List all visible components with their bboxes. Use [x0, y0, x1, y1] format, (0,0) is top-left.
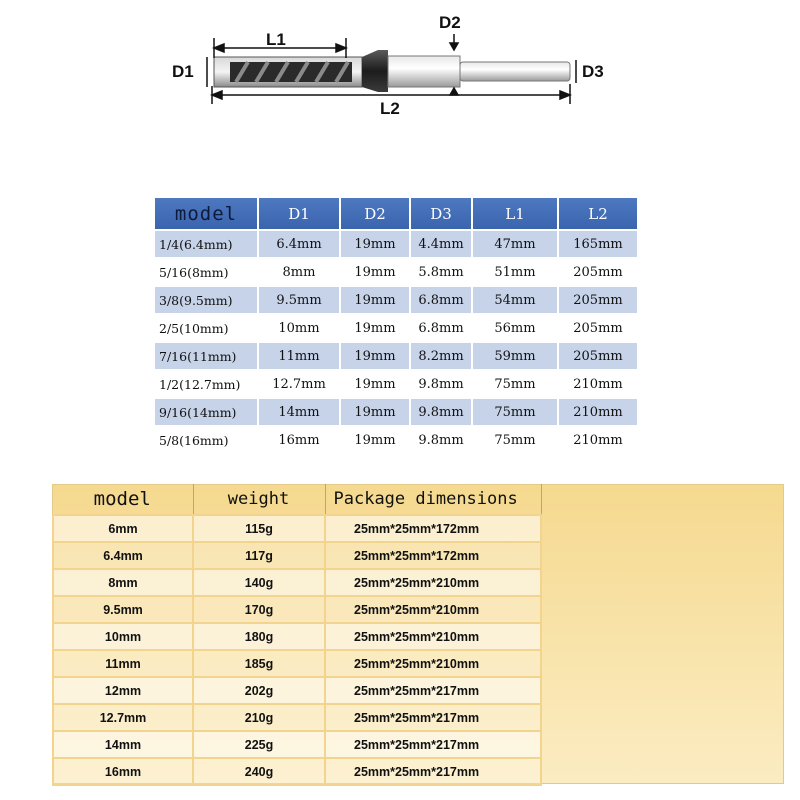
spec-cell-d1: 6.4mm [258, 230, 340, 258]
spec-cell-d1: 10mm [258, 314, 340, 342]
spec-cell-d3: 4.4mm [410, 230, 472, 258]
spec-cell-model: 1/2(12.7mm) [154, 370, 258, 398]
spec-cell-l1: 56mm [472, 314, 558, 342]
specification-table [153, 196, 639, 455]
weight-cell-package: 25mm*25mm*217mm [325, 731, 541, 758]
spec-cell-d3: 9.8mm [410, 426, 472, 454]
weight-table-row [53, 542, 541, 569]
weight-cell-weight: 210g [193, 704, 325, 731]
d1-label: D1 [172, 62, 194, 81]
spec-table-row [154, 286, 638, 314]
weight-cell-weight: 170g [193, 596, 325, 623]
spec-cell-l1: 75mm [472, 398, 558, 426]
l1-label: L1 [266, 30, 286, 49]
chisel-body [214, 57, 362, 87]
weight-cell-weight: 140g [193, 569, 325, 596]
spec-cell-l2: 205mm [558, 342, 638, 370]
weight-table-row [53, 596, 541, 623]
spec-header-d3: D3 [410, 197, 472, 230]
spec-cell-l1: 47mm [472, 230, 558, 258]
spec-table-row [154, 398, 638, 426]
weight-table-row [53, 623, 541, 650]
spec-cell-l1: 75mm [472, 426, 558, 454]
spec-cell-d2: 19mm [340, 426, 410, 454]
spec-table-row [154, 342, 638, 370]
weight-cell-package: 25mm*25mm*210mm [325, 650, 541, 677]
spec-cell-l2: 210mm [558, 398, 638, 426]
weight-cell-model: 12.7mm [53, 704, 193, 731]
weight-cell-model: 10mm [53, 623, 193, 650]
spec-cell-d2: 19mm [340, 314, 410, 342]
spec-table-row [154, 370, 638, 398]
spec-cell-d2: 19mm [340, 258, 410, 286]
weight-table-row [53, 758, 541, 785]
d3-label: D3 [582, 62, 604, 81]
shank-wide [388, 56, 460, 87]
weight-table-row [53, 731, 541, 758]
weight-cell-model: 9.5mm [53, 596, 193, 623]
collar [362, 50, 388, 92]
l2-label: L2 [380, 99, 400, 118]
spec-cell-l2: 210mm [558, 426, 638, 454]
spec-cell-model: 5/8(16mm) [154, 426, 258, 454]
weight-cell-model: 14mm [53, 731, 193, 758]
spec-cell-l1: 54mm [472, 286, 558, 314]
weight-cell-weight: 115g [193, 515, 325, 542]
spec-cell-d2: 19mm [340, 230, 410, 258]
weight-cell-model: 11mm [53, 650, 193, 677]
weight-table-row [53, 515, 541, 542]
weight-cell-package: 25mm*25mm*217mm [325, 704, 541, 731]
weight-table-row [53, 650, 541, 677]
drill-bit-diagram [0, 0, 800, 180]
weight-cell-package: 25mm*25mm*217mm [325, 758, 541, 785]
weight-cell-package: 25mm*25mm*172mm [325, 515, 541, 542]
weight-cell-package: 25mm*25mm*172mm [325, 542, 541, 569]
spec-header-d1: D1 [258, 197, 340, 230]
weight-header-weight: weight [193, 484, 325, 515]
weight-table-row [53, 704, 541, 731]
spec-table-header-row [154, 197, 638, 230]
spec-cell-l2: 205mm [558, 286, 638, 314]
spec-table-row [154, 314, 638, 342]
weight-cell-weight: 202g [193, 677, 325, 704]
weight-package-table [52, 484, 542, 786]
spec-cell-d3: 8.2mm [410, 342, 472, 370]
weight-cell-package: 25mm*25mm*210mm [325, 569, 541, 596]
spec-cell-l1: 59mm [472, 342, 558, 370]
spec-cell-d1: 16mm [258, 426, 340, 454]
spec-cell-d3: 6.8mm [410, 314, 472, 342]
spec-cell-l2: 205mm [558, 314, 638, 342]
spec-cell-d1: 11mm [258, 342, 340, 370]
weight-header-model: model [53, 484, 193, 515]
weight-header-package: Package dimensions [325, 484, 541, 515]
weight-table-row [53, 569, 541, 596]
spec-cell-d1: 9.5mm [258, 286, 340, 314]
spec-cell-model: 7/16(11mm) [154, 342, 258, 370]
spec-cell-l2: 210mm [558, 370, 638, 398]
spec-cell-l1: 75mm [472, 370, 558, 398]
spec-cell-d3: 5.8mm [410, 258, 472, 286]
spec-header-l1: L1 [472, 197, 558, 230]
spec-cell-l1: 51mm [472, 258, 558, 286]
spec-cell-model: 9/16(14mm) [154, 398, 258, 426]
shank-narrow [460, 62, 570, 81]
spec-cell-d2: 19mm [340, 342, 410, 370]
weight-cell-model: 12mm [53, 677, 193, 704]
drill-bit-drawing [0, 0, 800, 180]
spec-cell-d2: 19mm [340, 370, 410, 398]
spec-cell-d2: 19mm [340, 398, 410, 426]
weight-table-header-row [53, 484, 541, 515]
spec-cell-model: 1/4(6.4mm) [154, 230, 258, 258]
weight-cell-package: 25mm*25mm*217mm [325, 677, 541, 704]
weight-cell-model: 8mm [53, 569, 193, 596]
spec-cell-d3: 9.8mm [410, 398, 472, 426]
weight-cell-weight: 225g [193, 731, 325, 758]
spec-cell-d2: 19mm [340, 286, 410, 314]
weight-cell-model: 6.4mm [53, 542, 193, 569]
spec-cell-model: 3/8(9.5mm) [154, 286, 258, 314]
spec-header-l2: L2 [558, 197, 638, 230]
weight-table-row [53, 677, 541, 704]
spec-table-row [154, 230, 638, 258]
weight-cell-weight: 185g [193, 650, 325, 677]
spec-cell-d3: 6.8mm [410, 286, 472, 314]
weight-cell-model: 16mm [53, 758, 193, 785]
weight-cell-weight: 117g [193, 542, 325, 569]
spec-cell-d1: 8mm [258, 258, 340, 286]
weight-cell-weight: 180g [193, 623, 325, 650]
weight-cell-package: 25mm*25mm*210mm [325, 596, 541, 623]
d2-label: D2 [439, 13, 461, 32]
spec-cell-d1: 14mm [258, 398, 340, 426]
spec-table-row [154, 258, 638, 286]
spec-cell-l2: 205mm [558, 258, 638, 286]
spec-cell-l2: 165mm [558, 230, 638, 258]
spec-cell-model: 2/5(10mm) [154, 314, 258, 342]
weight-cell-weight: 240g [193, 758, 325, 785]
spec-cell-d1: 12.7mm [258, 370, 340, 398]
spec-table-row [154, 426, 638, 454]
weight-cell-package: 25mm*25mm*210mm [325, 623, 541, 650]
weight-cell-model: 6mm [53, 515, 193, 542]
spec-cell-d3: 9.8mm [410, 370, 472, 398]
spec-header-d2: D2 [340, 197, 410, 230]
spec-cell-model: 5/16(8mm) [154, 258, 258, 286]
spec-header-model: model [154, 197, 258, 230]
